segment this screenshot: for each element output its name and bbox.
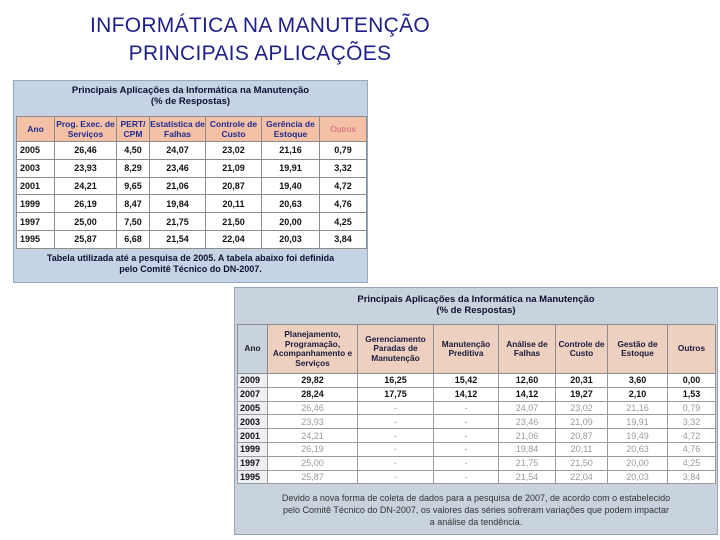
table-2 [237, 324, 716, 484]
table-2-cell: 3,32 [668, 415, 716, 429]
table-1-cell: 25,00 [55, 213, 117, 231]
table-row [238, 401, 716, 415]
table-2-cell-year: 2003 [238, 415, 268, 429]
table-1-note-line-2: pelo Comitê Técnico do DN-2007. [119, 264, 262, 274]
table-2-cell: 20,87 [556, 429, 608, 443]
table-2-cell: - [434, 429, 499, 443]
table-2-note [245, 492, 707, 528]
table-2-cell: 20,03 [608, 470, 668, 484]
table-2-cell: 20,31 [556, 374, 608, 388]
table-2-cell: 14,12 [499, 387, 556, 401]
table-1-cell-year: 1999 [17, 195, 55, 213]
table-2-cell: 25,00 [268, 456, 358, 470]
table-row [17, 230, 367, 248]
table-1-cell: 3,32 [320, 159, 367, 177]
table-2-cell: 29,82 [268, 374, 358, 388]
table-2-header-paradas: Gerenciamento Paradas de Manutenção [358, 325, 434, 374]
table-2-cell: 3,60 [608, 374, 668, 388]
table-2-cell: 12,60 [499, 374, 556, 388]
table-2-cell-year: 1995 [238, 470, 268, 484]
table-2-cell: 23,46 [499, 415, 556, 429]
table-2-cell: 15,42 [434, 374, 499, 388]
table-1-cell: 8,47 [117, 195, 150, 213]
table-2-cell: 19,84 [499, 442, 556, 456]
table-1-cell: 21,75 [150, 213, 206, 231]
table-2-cell: - [358, 456, 434, 470]
table-row [238, 374, 716, 388]
table-1-cell: 21,50 [206, 213, 262, 231]
table-2-cell: 19,27 [556, 387, 608, 401]
table-2-cell: - [434, 456, 499, 470]
table-1-cell: 23,93 [55, 159, 117, 177]
table-2-cell-year: 2001 [238, 429, 268, 443]
table-2-cell: 16,25 [358, 374, 434, 388]
table-2-cell: 1,53 [668, 387, 716, 401]
table-1-cell: 20,63 [262, 195, 320, 213]
table-row [238, 387, 716, 401]
table-1-cell: 20,87 [206, 177, 262, 195]
table-2-note-line-1: Devido a nova forma de coleta de dados para a pesquisa de 2007, de acordo com o estabelecido [281, 493, 671, 503]
table-2-cell: 20,11 [556, 442, 608, 456]
table-1-cell-year: 2005 [17, 142, 55, 160]
table-2-cell: 21,16 [608, 401, 668, 415]
table-2-cell: 28,24 [268, 387, 358, 401]
table-2-cell: 0,79 [668, 401, 716, 415]
table-2-cell: 14,12 [434, 387, 499, 401]
table-2-header-outros: Outros [668, 325, 716, 374]
table-row [17, 195, 367, 213]
table-row [238, 429, 716, 443]
table-1-cell: 26,19 [55, 195, 117, 213]
table-2-header-ano: Ano [238, 325, 268, 374]
table-1-cell: 24,21 [55, 177, 117, 195]
table-2-cell: 0,00 [668, 374, 716, 388]
table-1-cell: 20,11 [206, 195, 262, 213]
table-2-cell: 4,72 [668, 429, 716, 443]
table-row [17, 142, 367, 160]
table-1-cell: 20,00 [262, 213, 320, 231]
table-2-cell: 21,75 [499, 456, 556, 470]
table-row [238, 415, 716, 429]
table-1-title-line-2: (% de Respostas) [150, 96, 231, 107]
table-2-cell: 2,10 [608, 387, 668, 401]
table-2-cell-year: 2009 [238, 374, 268, 388]
table-2-cell: 19,91 [608, 415, 668, 429]
table-2-cell: 20,63 [608, 442, 668, 456]
table-2-cell: - [358, 415, 434, 429]
table-1-note [14, 253, 367, 275]
table-1-title-line-1: Principais Aplicações da Informática na Manutenção [71, 85, 310, 96]
table-1-cell: 25,87 [55, 230, 117, 248]
table-2-cell: 20,00 [608, 456, 668, 470]
table-2-cell-year: 1999 [238, 442, 268, 456]
table-1 [16, 116, 367, 249]
table-2-header-controle-custo: Controle de Custo [556, 325, 608, 374]
table-2-cell-year: 1997 [238, 456, 268, 470]
table-1-cell: 21,54 [150, 230, 206, 248]
table-1-cell: 9,65 [117, 177, 150, 195]
table-2-cell: 21,09 [556, 415, 608, 429]
table-1-cell: 21,06 [150, 177, 206, 195]
page-title-line-1: INFORMÁTICA NA MANUTENÇÃO [89, 14, 431, 37]
table-2-cell: 24,07 [499, 401, 556, 415]
table-2-title-line-2: (% de Respostas) [436, 305, 516, 316]
table-2-cell: 4,76 [668, 442, 716, 456]
table-2-cell: - [434, 442, 499, 456]
table-2-cell: - [434, 470, 499, 484]
table-row [17, 159, 367, 177]
table-2-header-analise-falhas: Análise de Falhas [499, 325, 556, 374]
table-2-title [235, 294, 717, 316]
table-1-cell: 23,46 [150, 159, 206, 177]
table-1-cell-year: 2001 [17, 177, 55, 195]
table-2-title-line-1: Principais Aplicações da Informática na Manutenção [357, 294, 595, 305]
table-1-cell: 24,07 [150, 142, 206, 160]
table-2-cell: - [358, 401, 434, 415]
table-1-cell: 19,91 [262, 159, 320, 177]
table-1-header-ano: Ano [17, 117, 55, 142]
table-2-cell: 3,84 [668, 470, 716, 484]
page-title [0, 12, 520, 68]
table-row [17, 213, 367, 231]
table-1-header-pert-cpm: PERT/ CPM [117, 117, 150, 142]
table-1-title [14, 85, 367, 107]
table-1-cell: 19,40 [262, 177, 320, 195]
table-2-cell: - [358, 429, 434, 443]
table-1-panel [13, 80, 368, 283]
table-2-cell: - [358, 442, 434, 456]
table-1-cell: 7,50 [117, 213, 150, 231]
table-1-cell: 26,46 [55, 142, 117, 160]
table-2-cell: 21,54 [499, 470, 556, 484]
table-2-panel [234, 287, 718, 535]
table-1-header-prog-exec: Prog. Exec. de Serviços [55, 117, 117, 142]
table-2-cell: 4,25 [668, 456, 716, 470]
table-row [238, 442, 716, 456]
table-2-cell: 26,46 [268, 401, 358, 415]
table-1-cell: 22,04 [206, 230, 262, 248]
table-2-note-line-3: a análise da tendência. [429, 517, 523, 527]
table-2-cell: 17,75 [358, 387, 434, 401]
table-1-header-outros: Outros [320, 117, 367, 142]
page-title-line-2: PRINCIPAIS APLICAÇÕES [128, 42, 392, 65]
table-1-header-estatistica-falhas: Estatística de Falhas [150, 117, 206, 142]
table-2-cell: 19,49 [608, 429, 668, 443]
table-1-cell-year: 1997 [17, 213, 55, 231]
table-row [238, 470, 716, 484]
table-2-cell-year: 2007 [238, 387, 268, 401]
table-2-cell: - [434, 415, 499, 429]
table-row [238, 456, 716, 470]
table-1-cell: 23,02 [206, 142, 262, 160]
table-1-cell: 21,09 [206, 159, 262, 177]
table-2-header-gestao-estoque: Gestão de Estoque [608, 325, 668, 374]
table-2-cell: - [358, 470, 434, 484]
table-1-cell-year: 2003 [17, 159, 55, 177]
table-1-note-line-1: Tabela utilizada até a pesquisa de 2005. A tabela abaixo foi definida [46, 253, 335, 263]
table-1-cell: 21,16 [262, 142, 320, 160]
table-1-cell: 8,29 [117, 159, 150, 177]
table-2-header-planejamento: Planejamento, Programação, Acompanhamento e Serviços [268, 325, 358, 374]
table-1-cell: 20,03 [262, 230, 320, 248]
table-2-cell: 26,19 [268, 442, 358, 456]
table-2-cell: 23,02 [556, 401, 608, 415]
table-2-cell: 23,93 [268, 415, 358, 429]
table-1-cell: 4,72 [320, 177, 367, 195]
table-1-cell: 3,84 [320, 230, 367, 248]
table-2-header-preditiva: Manutenção Preditiva [434, 325, 499, 374]
table-2-cell: 21,50 [556, 456, 608, 470]
table-1-cell: 19,84 [150, 195, 206, 213]
table-1-header-gerencia-estoque: Gerência de Estoque [262, 117, 320, 142]
table-1-cell: 4,76 [320, 195, 367, 213]
table-2-cell: 22,04 [556, 470, 608, 484]
table-2-cell: 25,87 [268, 470, 358, 484]
table-2-cell: 21,06 [499, 429, 556, 443]
table-1-cell: 0,79 [320, 142, 367, 160]
table-2-header-row [238, 325, 716, 374]
table-2-cell: - [434, 401, 499, 415]
table-1-cell: 4,50 [117, 142, 150, 160]
table-1-header-row [17, 117, 367, 142]
table-2-note-line-2: pelo Comitê Técnico do DN-2007, os valores das séries sofreram variações que podem impactar [282, 505, 669, 515]
table-1-cell: 6,68 [117, 230, 150, 248]
table-1-header-controle-custo: Controle de Custo [206, 117, 262, 142]
table-1-cell: 4,25 [320, 213, 367, 231]
table-row [17, 177, 367, 195]
table-1-cell-year: 1995 [17, 230, 55, 248]
table-2-cell-year: 2005 [238, 401, 268, 415]
table-2-cell: 24,21 [268, 429, 358, 443]
